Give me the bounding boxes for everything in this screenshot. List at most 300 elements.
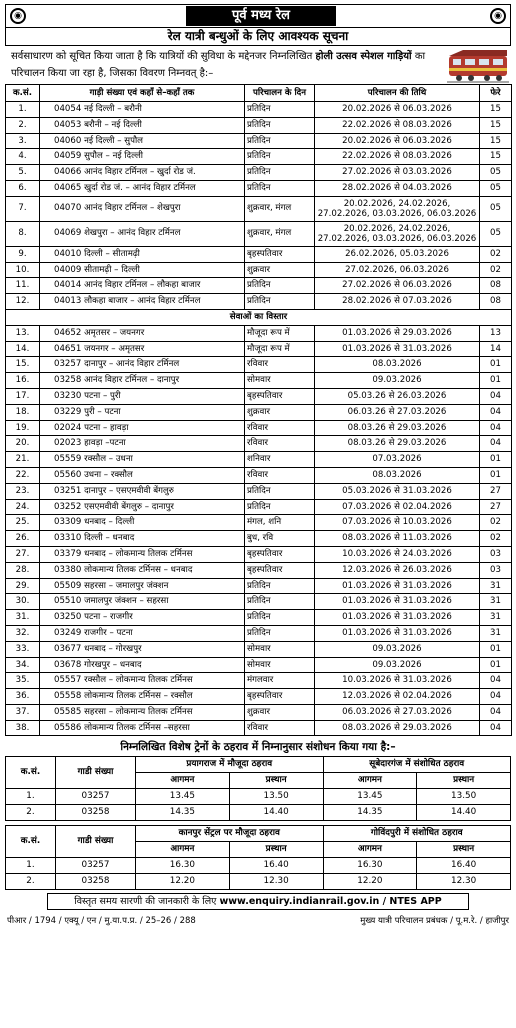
table-row	[6, 278, 512, 294]
table-header-row	[6, 85, 512, 102]
table-row	[6, 641, 512, 657]
train-table	[5, 84, 512, 736]
cell-sn: 5.	[6, 165, 40, 181]
cell-trips: 08	[480, 294, 512, 310]
cell-days: रविवार	[245, 436, 315, 452]
cell-sn: 37.	[6, 704, 40, 720]
cell-days: बृहस्पतिवार	[245, 689, 315, 705]
cell-sn: 34.	[6, 657, 40, 673]
cell-train: 03258 आनंद विहार टर्मिनल – दानापुर	[40, 373, 245, 389]
cell-trips: 01	[480, 357, 512, 373]
table-row	[6, 246, 512, 262]
cell-dates: 27.02.2026, 06.03.2026	[315, 262, 480, 278]
cell-dates: 28.02.2026 से 07.03.2026	[315, 294, 480, 310]
cell-dates: 20.02.2026, 24.02.2026, 27.02.2026, 03.03.2026, 06.03.2026	[315, 196, 480, 221]
cell-sn: 23.	[6, 483, 40, 499]
cell-train: 03250 पटना – राजगीर	[40, 610, 245, 626]
cell-days: शुक्रवार	[245, 704, 315, 720]
cell-sn: 12.	[6, 294, 40, 310]
cell-sn: 17.	[6, 388, 40, 404]
cell-sn: 10.	[6, 262, 40, 278]
cell-train: 04013 लौकहा बाजार – आनंद विहार टर्मिनल	[40, 294, 245, 310]
cell-arr-new: 14.35	[323, 805, 417, 821]
cell-trips: 27	[480, 483, 512, 499]
cell-dates: 08.03.2026 से 29.03.2026	[315, 720, 480, 736]
cell-train: 04014 आनंद विहार टर्मिनल – लौकहा बाजार	[40, 278, 245, 294]
table-row	[6, 165, 512, 181]
cell-dates: 01.03.2026 से 29.03.2026	[315, 325, 480, 341]
cell-trips: 14	[480, 341, 512, 357]
cell-sn: 38.	[6, 720, 40, 736]
cell-sn: 2.	[6, 117, 40, 133]
table-row	[6, 546, 512, 562]
cell-arr-new: 12.20	[323, 874, 417, 890]
cell-days: शनिवार	[245, 452, 315, 468]
cell-dates: 09.03.2026	[315, 657, 480, 673]
cell-sn: 19.	[6, 420, 40, 436]
table-row	[6, 180, 512, 196]
cell-train: 03258	[56, 874, 136, 890]
cell-arr-old: 12.20	[136, 874, 230, 890]
cell-trips: 27	[480, 499, 512, 515]
cell-trips: 05	[480, 180, 512, 196]
cell-days: रविवार	[245, 357, 315, 373]
cell-arr-new: 13.45	[323, 789, 417, 805]
cell-sn: 4.	[6, 149, 40, 165]
table-row	[6, 196, 512, 221]
cell-days: रविवार	[245, 720, 315, 736]
table-row	[6, 117, 512, 133]
table-row	[6, 436, 512, 452]
intro-text	[5, 46, 511, 84]
cell-trips: 02	[480, 515, 512, 531]
cell-dates: 10.03.2026 से 24.03.2026	[315, 546, 480, 562]
cell-trips: 05	[480, 221, 512, 246]
table-row	[6, 325, 512, 341]
cell-dep-new: 16.40	[417, 858, 511, 874]
cell-train: 04053 बरौनी – नई दिल्ली	[40, 117, 245, 133]
header-trips: फेरे	[480, 85, 512, 102]
halt2-header-arr: आगमन	[323, 842, 417, 858]
cell-trips: 31	[480, 610, 512, 626]
intro-bold: होली उत्सव स्पेशल गाड़ियों	[315, 51, 412, 62]
table-row	[6, 373, 512, 389]
cell-train: 05557 रक्सौल – लोकमान्य तिलक टर्मिनस	[40, 673, 245, 689]
cell-train: 03249 राजगीर – पटना	[40, 625, 245, 641]
cell-dep-old: 14.40	[229, 805, 323, 821]
table-row	[6, 420, 512, 436]
cell-dep-new: 12.30	[417, 874, 511, 890]
cell-trips: 04	[480, 420, 512, 436]
table-row	[6, 704, 512, 720]
table-row	[6, 625, 512, 641]
cell-train: 03309 धनबाद – दिल्ली	[40, 515, 245, 531]
cell-trips: 04	[480, 673, 512, 689]
cell-train: 03258	[56, 805, 136, 821]
enquiry-bar	[47, 893, 469, 910]
halt2-header-dep: प्रस्थान	[229, 842, 323, 858]
table-row	[6, 594, 512, 610]
cell-train: 04066 आनंद विहार टर्मिनल – खुर्दा रोड जं.	[40, 165, 245, 181]
cell-trips: 04	[480, 436, 512, 452]
cell-train: 03310 दिल्ली – धनबाद	[40, 531, 245, 547]
cell-trips: 01	[480, 467, 512, 483]
cell-dates: 22.02.2026 से 08.03.2026	[315, 117, 480, 133]
cell-dates: 09.03.2026	[315, 641, 480, 657]
cell-sn: 6.	[6, 180, 40, 196]
cell-trips: 02	[480, 262, 512, 278]
table-row	[6, 673, 512, 689]
cell-trips: 04	[480, 689, 512, 705]
cell-sn: 1.	[6, 102, 40, 118]
cell-dates: 06.03.2026 से 27.03.2026	[315, 704, 480, 720]
cell-sn: 27.	[6, 546, 40, 562]
cell-dates: 28.02.2026 से 04.03.2026	[315, 180, 480, 196]
cell-trips: 15	[480, 149, 512, 165]
cell-sn: 33.	[6, 641, 40, 657]
cell-sn: 3.	[6, 133, 40, 149]
cell-trips: 04	[480, 404, 512, 420]
cell-dates: 07.03.2026 से 02.04.2026	[315, 499, 480, 515]
table-row	[6, 341, 512, 357]
cell-train: 05559 रक्सौल – उधना	[40, 452, 245, 468]
cell-train: 04065 खुर्दा रोड जं. – आनंद विहार टर्मिनल	[40, 180, 245, 196]
cell-days: प्रतिदिन	[245, 294, 315, 310]
cell-days: प्रतिदिन	[245, 483, 315, 499]
cell-trips: 31	[480, 594, 512, 610]
cell-sn: 1.	[6, 858, 56, 874]
cell-train: 05585 सहरसा – लोकमान्य तिलक टर्मिनस	[40, 704, 245, 720]
cell-sn: 18.	[6, 404, 40, 420]
cell-arr-old: 13.45	[136, 789, 230, 805]
cell-days: रविवार	[245, 467, 315, 483]
halt1-header-group2: सूबेदारगंज में संशोधित ठहराव	[323, 757, 511, 773]
cell-train: 04009 सीतामढ़ी – दिल्ली	[40, 262, 245, 278]
cell-train: 04059 सुपौल – नई दिल्ली	[40, 149, 245, 165]
halt1-header-dep: प्रस्थान	[229, 773, 323, 789]
cell-sn: 36.	[6, 689, 40, 705]
cell-days: प्रतिदिन	[245, 610, 315, 626]
cell-dates: 08.03.26 से 29.03.2026	[315, 436, 480, 452]
cell-days: सोमवार	[245, 641, 315, 657]
cell-sn: 8.	[6, 221, 40, 246]
table-row	[6, 467, 512, 483]
railway-logo-left-icon: ◉	[10, 8, 26, 24]
cell-dates: 08.03.26 से 29.03.2026	[315, 420, 480, 436]
cell-days: प्रतिदिन	[245, 149, 315, 165]
halt2-header-arr: आगमन	[136, 842, 230, 858]
cell-trips: 31	[480, 625, 512, 641]
cell-train: 02023 हावड़ा –पटना	[40, 436, 245, 452]
halt-table-2	[5, 825, 511, 890]
cell-sn: 21.	[6, 452, 40, 468]
cell-train: 03257 दानापुर – आनंद विहार टर्मिनल	[40, 357, 245, 373]
cell-days: बुध, रवि	[245, 531, 315, 547]
cell-sn: 16.	[6, 373, 40, 389]
cell-days: सोमवार	[245, 657, 315, 673]
cell-trips: 02	[480, 531, 512, 547]
table-row	[6, 515, 512, 531]
cell-trips: 04	[480, 388, 512, 404]
cell-days: प्रतिदिन	[245, 180, 315, 196]
cell-days: प्रतिदिन	[245, 117, 315, 133]
cell-trips: 03	[480, 546, 512, 562]
cell-dates: 20.02.2026, 24.02.2026, 27.02.2026, 03.03.2026, 06.03.2026	[315, 221, 480, 246]
cell-dates: 20.02.2026 से 06.03.2026	[315, 102, 480, 118]
table-row	[6, 499, 512, 515]
cell-sn: 28.	[6, 562, 40, 578]
header-days: परिचालन के दिन	[245, 85, 315, 102]
cell-sn: 22.	[6, 467, 40, 483]
cell-train: 03380 लोकमान्य तिलक टर्मिनस – धनबाद	[40, 562, 245, 578]
cell-days: प्रतिदिन	[245, 278, 315, 294]
cell-sn: 1.	[6, 789, 56, 805]
halt1-header-dep: प्रस्थान	[417, 773, 511, 789]
cell-train: 05560 उधना – रक्सौल	[40, 467, 245, 483]
intro-suffix: का परिचालन किया जा रहा है, जिसका विवरण निम्नवत् है:–	[11, 51, 426, 79]
cell-dates: 08.03.2026 से 11.03.2026	[315, 531, 480, 547]
cell-train: 03229 पुरी – पटना	[40, 404, 245, 420]
halt-row	[6, 874, 511, 890]
cell-trips: 04	[480, 704, 512, 720]
section-row	[6, 309, 512, 325]
header-dates: परिचालन की तिथि	[315, 85, 480, 102]
cell-dates: 01.03.2026 से 31.03.2026	[315, 594, 480, 610]
halt1-header-train: गाडी संख्या	[56, 757, 136, 789]
table-row	[6, 452, 512, 468]
halt-row	[6, 805, 511, 821]
cell-days: प्रतिदिन	[245, 594, 315, 610]
halt1-header-group1: प्रयागराज में मौजूदा ठहराव	[136, 757, 324, 773]
cell-days: बृहस्पतिवार	[245, 246, 315, 262]
cell-trips: 08	[480, 278, 512, 294]
cell-sn: 11.	[6, 278, 40, 294]
cell-trips: 01	[480, 452, 512, 468]
cell-sn: 35.	[6, 673, 40, 689]
cell-trips: 05	[480, 196, 512, 221]
cell-sn: 13.	[6, 325, 40, 341]
cell-dates: 08.03.2026	[315, 467, 480, 483]
cell-sn: 32.	[6, 625, 40, 641]
cell-sn: 24.	[6, 499, 40, 515]
cell-trips: 01	[480, 657, 512, 673]
cell-days: बृहस्पतिवार	[245, 562, 315, 578]
table-row	[6, 294, 512, 310]
cell-train: 04069 शेखपुरा – आनंद विहार टर्मिनल	[40, 221, 245, 246]
cell-sn: 2.	[6, 874, 56, 890]
cell-train: 03257	[56, 858, 136, 874]
cell-days: सोमवार	[245, 373, 315, 389]
header-train: गाड़ी संख्या एवं कहाँ से–कहाँ तक	[40, 85, 245, 102]
cell-sn: 2.	[6, 805, 56, 821]
table-row	[6, 262, 512, 278]
halt1-header-arr: आगमन	[323, 773, 417, 789]
cell-train: 03252 एसएमवीवी बेंगलुरु – दानापुर	[40, 499, 245, 515]
cell-days: प्रतिदिन	[245, 499, 315, 515]
cell-days: शुक्रवार, मंगल	[245, 196, 315, 221]
cell-train: 03251 दानापुर – एसएमवीवी बेंगलुरु	[40, 483, 245, 499]
cell-days: बृहस्पतिवार	[245, 388, 315, 404]
halt2-header-dep: प्रस्थान	[417, 842, 511, 858]
cell-days: प्रतिदिन	[245, 102, 315, 118]
notice-subtitle: रेल यात्री बन्धुओं के लिए आवश्यक सूचना	[5, 27, 511, 46]
cell-trips: 13	[480, 325, 512, 341]
cell-trips: 05	[480, 165, 512, 181]
cell-train: 04060 नई दिल्ली – सुपौल	[40, 133, 245, 149]
cell-train: 04010 दिल्ली – सीतामढ़ी	[40, 246, 245, 262]
cell-dep-old: 16.40	[229, 858, 323, 874]
halt2-header-train: गाडी संख्या	[56, 826, 136, 858]
cell-dates: 27.02.2026 से 03.03.2026	[315, 165, 480, 181]
cell-train: 03230 पटना – पुरी	[40, 388, 245, 404]
cell-trips: 31	[480, 578, 512, 594]
halt2-header-group2: गोविंदपुरी में संशोधित ठहराव	[323, 826, 511, 842]
cell-sn: 14.	[6, 341, 40, 357]
cell-trips: 01	[480, 373, 512, 389]
table-row	[6, 404, 512, 420]
cell-sn: 20.	[6, 436, 40, 452]
table-row	[6, 610, 512, 626]
cell-dates: 01.03.2026 से 31.03.2026	[315, 341, 480, 357]
section-label: सेवाओं का विस्तार	[6, 309, 512, 325]
cell-train: 04651 जयनगर – अमृतसर	[40, 341, 245, 357]
cell-days: मौजूदा रूप में	[245, 341, 315, 357]
enquiry-prefix: विस्तृत समय सारणी की जानकारी के लिए	[74, 896, 217, 908]
page-title: पूर्व मध्य रेल	[186, 6, 336, 26]
halt1-header-arr: आगमन	[136, 773, 230, 789]
table-row	[6, 221, 512, 246]
cell-dates: 07.03.2026	[315, 452, 480, 468]
notice-page	[5, 4, 511, 1020]
cell-train: 05558 लोकमान्य तिलक टर्मिनस – रक्सौल	[40, 689, 245, 705]
cell-dates: 01.03.2026 से 31.03.2026	[315, 578, 480, 594]
cell-days: प्रतिदिन	[245, 165, 315, 181]
cell-sn: 31.	[6, 610, 40, 626]
cell-dep-old: 13.50	[229, 789, 323, 805]
cell-train: 04652 अमृतसर – जयनगर	[40, 325, 245, 341]
cell-sn: 9.	[6, 246, 40, 262]
enquiry-link[interactable]: www.enquiry.indianrail.gov.in / NTES APP	[219, 896, 442, 908]
halt-notice: निम्नलिखित विशेष ट्रेनों के ठहराव में निम्नानुसार संशोधन किया गया है:–	[120, 741, 396, 754]
cell-dates: 22.02.2026 से 08.03.2026	[315, 149, 480, 165]
cell-dep-new: 14.40	[417, 805, 511, 821]
cell-sn: 26.	[6, 531, 40, 547]
cell-trips: 15	[480, 102, 512, 118]
cell-trips: 02	[480, 246, 512, 262]
table-row	[6, 102, 512, 118]
cell-days: शुक्रवार, मंगल	[245, 221, 315, 246]
cell-days: शुक्रवार	[245, 262, 315, 278]
cell-trips: 15	[480, 117, 512, 133]
header-bar	[5, 4, 511, 27]
cell-dates: 12.03.2026 से 02.04.2026	[315, 689, 480, 705]
cell-trips: 03	[480, 562, 512, 578]
halt1-header-sn: क.सं.	[6, 757, 56, 789]
cell-sn: 15.	[6, 357, 40, 373]
cell-days: मंगलवार	[245, 673, 315, 689]
halt-row	[6, 789, 511, 805]
halt2-header-group1: कानपुर सेंट्रल पर मौजूदा ठहराव	[136, 826, 324, 842]
cell-days: रविवार	[245, 420, 315, 436]
table-row	[6, 149, 512, 165]
table-row	[6, 531, 512, 547]
cell-dates: 07.03.2026 से 10.03.2026	[315, 515, 480, 531]
cell-dates: 01.03.2026 से 31.03.2026	[315, 610, 480, 626]
cell-train: 05586 लोकमान्य तिलक टर्मिनस –सहरसा	[40, 720, 245, 736]
table-row	[6, 388, 512, 404]
table-row	[6, 357, 512, 373]
table-row	[6, 657, 512, 673]
halt-table-1	[5, 756, 511, 821]
cell-train: 04054 नई दिल्ली – बरौनी	[40, 102, 245, 118]
cell-dates: 05.03.2026 से 31.03.2026	[315, 483, 480, 499]
footer	[5, 913, 511, 929]
cell-train: 05510 जमालपुर जंक्शन – सहरसा	[40, 594, 245, 610]
cell-days: मंगल, शनि	[245, 515, 315, 531]
cell-dates: 01.03.2026 से 31.03.2026	[315, 625, 480, 641]
cell-dates: 08.03.2026	[315, 357, 480, 373]
footer-signatory: मुख्य यात्री परिचालन प्रबंधक / पू.म.रे. / हाजीपुर	[360, 916, 509, 927]
cell-dates: 26.02.2026, 05.03.2026	[315, 246, 480, 262]
header-sn: क.सं.	[6, 85, 40, 102]
cell-trips: 04	[480, 720, 512, 736]
cell-dep-old: 12.30	[229, 874, 323, 890]
cell-arr-new: 16.30	[323, 858, 417, 874]
train-illustration-icon	[447, 46, 509, 84]
table-row	[6, 562, 512, 578]
cell-days: मौजूदा रूप में	[245, 325, 315, 341]
railway-logo-right-icon: ◉	[490, 8, 506, 24]
cell-days: प्रतिदिन	[245, 133, 315, 149]
cell-sn: 7.	[6, 196, 40, 221]
cell-dates: 09.03.2026	[315, 373, 480, 389]
halt-row	[6, 858, 511, 874]
cell-train: 04070 आनंद विहार टर्मिनल – शेखपुरा	[40, 196, 245, 221]
table-row	[6, 720, 512, 736]
cell-dep-new: 13.50	[417, 789, 511, 805]
cell-sn: 25.	[6, 515, 40, 531]
cell-train: 03257	[56, 789, 136, 805]
cell-sn: 29.	[6, 578, 40, 594]
cell-days: बृहस्पतिवार	[245, 546, 315, 562]
table-row	[6, 133, 512, 149]
cell-trips: 15	[480, 133, 512, 149]
cell-arr-old: 16.30	[136, 858, 230, 874]
footer-ref: पीआर / 1794 / एक्यू / एन / मु.या.प.प्र. / 25–26 / 288	[7, 916, 196, 927]
cell-train: 03677 धनबाद – गोरखपुर	[40, 641, 245, 657]
cell-train: 03379 धनबाद – लोकमान्य तिलक टर्मिनस	[40, 546, 245, 562]
cell-dates: 05.03.26 से 26.03.2026	[315, 388, 480, 404]
table-row	[6, 483, 512, 499]
cell-dates: 10.03.2026 से 31.03.2026	[315, 673, 480, 689]
table-row	[6, 689, 512, 705]
cell-sn: 30.	[6, 594, 40, 610]
cell-dates: 20.02.2026 से 06.03.2026	[315, 133, 480, 149]
halt2-header-sn: क.सं.	[6, 826, 56, 858]
cell-train: 03678 गोरखपुर – धनबाद	[40, 657, 245, 673]
cell-trips: 01	[480, 641, 512, 657]
cell-days: प्रतिदिन	[245, 578, 315, 594]
cell-dates: 27.02.2026 से 06.03.2026	[315, 278, 480, 294]
intro-prefix: सर्वसाधारण को सूचित किया जाता है कि यात्रियों की सुविधा के मद्देनजर निम्नलिखित	[11, 51, 313, 62]
cell-days: प्रतिदिन	[245, 625, 315, 641]
cell-arr-old: 14.35	[136, 805, 230, 821]
cell-train: 02024 पटना – हावड़ा	[40, 420, 245, 436]
table-row	[6, 578, 512, 594]
cell-train: 05509 सहरसा – जमालपुर जंक्शन	[40, 578, 245, 594]
cell-days: शुक्रवार	[245, 404, 315, 420]
cell-dates: 06.03.26 से 27.03.2026	[315, 404, 480, 420]
